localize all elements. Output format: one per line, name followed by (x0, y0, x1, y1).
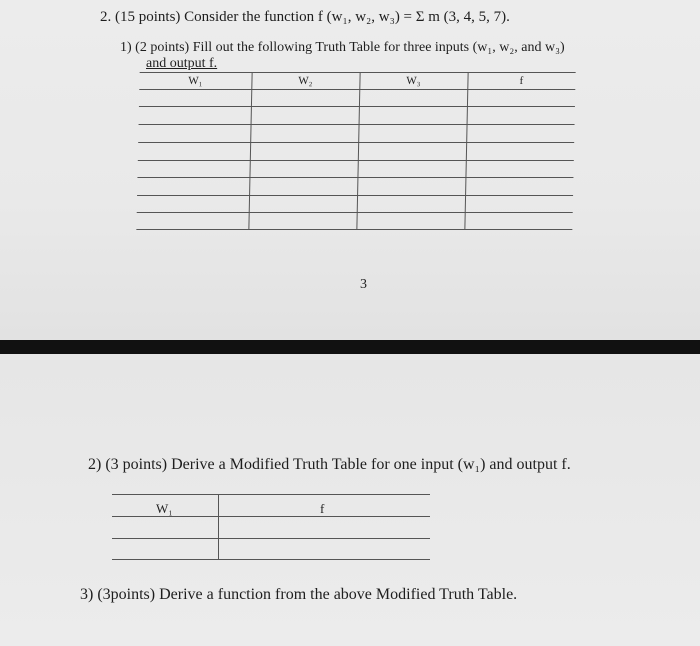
table2-header-w1: W₁ (156, 501, 173, 516)
table1-header-w2: W₂ (298, 75, 313, 87)
table1-header-w3: W₃ (406, 75, 421, 87)
part1-instruction: 1) (2 points) Fill out the following Truth Table for three inputs (w₁, w₂, and w₃) (120, 40, 565, 55)
table1-header-f: f (519, 75, 524, 87)
page-number: 3 (360, 277, 367, 292)
part1-instruction-cont: and output f. (146, 56, 218, 71)
question-title: 2. (15 points) Consider the function f (w₁, w₂, w₃) = Σ m (3, 4, 5, 7). (100, 9, 510, 25)
part2-instruction: 2) (3 points) Derive a Modified Truth Table for one input (w₁) and output f. (88, 456, 571, 473)
page-divider (0, 340, 700, 354)
modified-truth-table (112, 494, 430, 560)
table1-header-w1: W₁ (188, 75, 203, 87)
part3-instruction: 3) (3points) Derive a function from the above Modified Truth Table. (80, 586, 518, 603)
table2-header-f: f (320, 501, 325, 516)
truth-table-three-inputs (136, 72, 575, 230)
